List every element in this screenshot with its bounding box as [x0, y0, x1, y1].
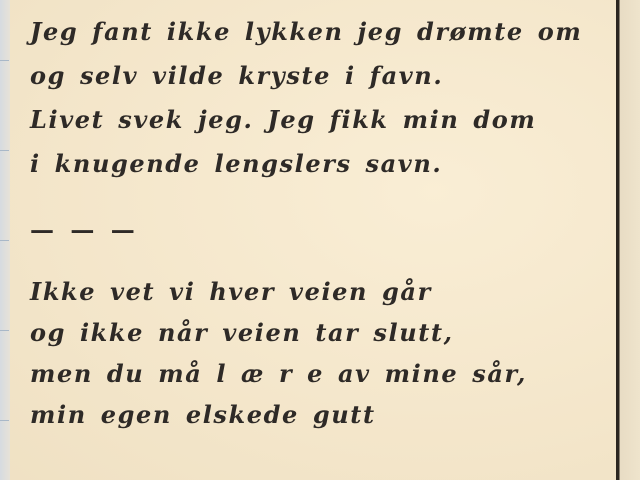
poem-line: men du må l æ r e av mine sår,	[30, 359, 527, 388]
poem-stanza-2	[30, 271, 527, 435]
poem-line: og selv vilde kryste i favn.	[30, 61, 444, 90]
poem-line: Jeg fant ikke lykken jeg drømte om	[30, 17, 583, 46]
poem-line: Ikke vet vi hver veien går	[30, 277, 432, 306]
poem-line: min egen elskede gutt	[30, 400, 376, 429]
ruled-line	[0, 330, 9, 331]
poem-stanza-1	[30, 10, 582, 186]
ruled-line	[0, 150, 9, 151]
stanza-separator: — — —	[30, 215, 139, 244]
clipping-right-edge	[616, 0, 640, 480]
poem-line: Livet svek jeg. Jeg fikk min dom	[30, 105, 537, 134]
poem-line: og ikke når veien tar slutt,	[30, 318, 454, 347]
ruled-line	[0, 240, 9, 241]
ruled-line	[0, 420, 9, 421]
newspaper-clipping	[10, 0, 616, 480]
poem-line: i knugende lengslers savn.	[30, 149, 443, 178]
ruled-line	[0, 60, 9, 61]
